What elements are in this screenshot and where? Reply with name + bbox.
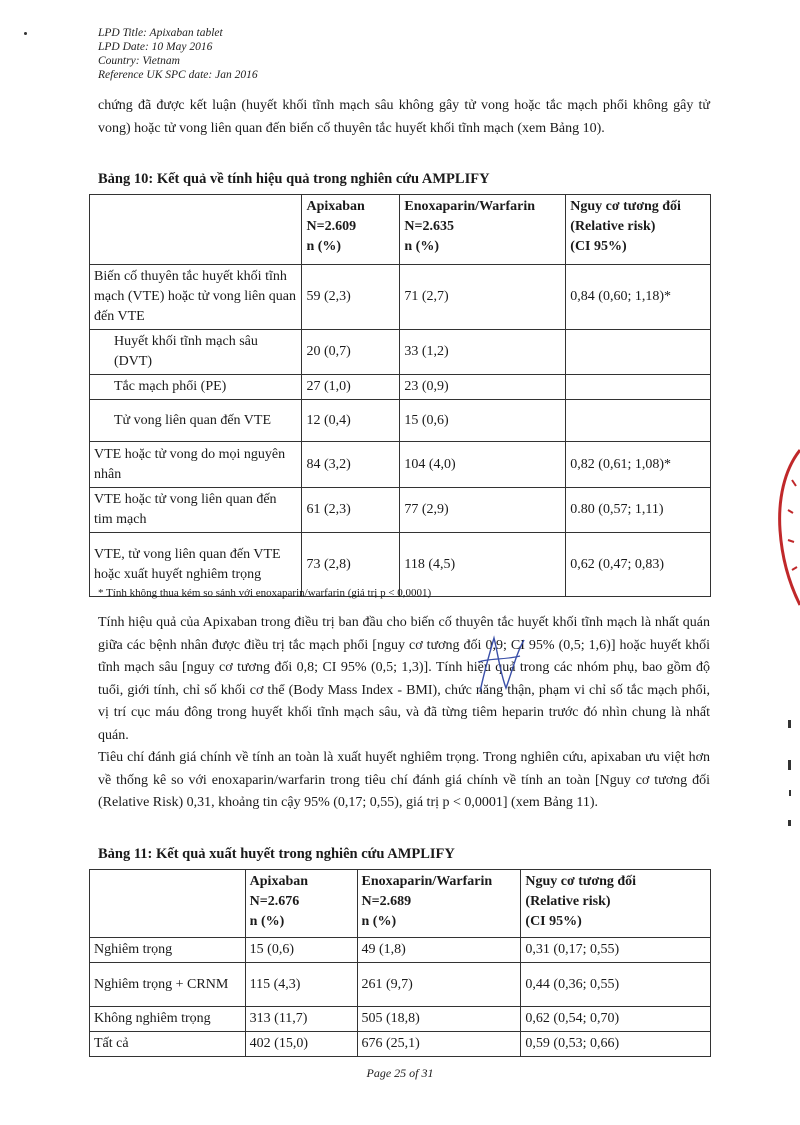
scan-speck	[24, 32, 27, 35]
page-number: Page 25 of 31	[366, 1066, 434, 1080]
row-label: Nghiêm trọng + CRNM	[90, 963, 246, 1007]
cell-enoxaparin: 77 (2,9)	[400, 488, 566, 533]
table-header-enoxaparin: Enoxaparin/Warfarin N=2.689 n (%)	[357, 870, 521, 938]
table11-caption: Bảng 11: Kết quả xuất huyết trong nghiên cứu AMPLIFY	[98, 846, 455, 862]
table10-footnote: * Tính không thua kém so sánh với enoxaparin/warfarin (giá trị p < 0,0001)	[98, 587, 432, 599]
stamp-fragment	[766, 440, 800, 610]
table-row	[90, 488, 711, 533]
cell-enoxaparin: 261 (9,7)	[357, 963, 521, 1007]
table-row	[90, 195, 711, 265]
cell-enoxaparin: 505 (18,8)	[357, 1007, 521, 1032]
cell-relative-risk	[566, 400, 711, 442]
cell-apixaban: 20 (0,7)	[302, 330, 400, 375]
table-cell	[90, 870, 246, 938]
row-label: Huyết khối tĩnh mạch sâu (DVT)	[90, 330, 302, 375]
cell-relative-risk	[566, 375, 711, 400]
cell-enoxaparin: 676 (25,1)	[357, 1032, 521, 1057]
table-row	[90, 265, 711, 330]
table-row	[90, 938, 711, 963]
table-row	[90, 963, 711, 1007]
efficacy-paragraph: Tính hiệu quả của Apixaban trong điều trị ban đầu cho biến cố thuyên tắc huyết khối tĩnh mạch là nhất quán giữa các bệnh nhân được điều trị tắc mạch phổi [nguy cơ tương đối 0,9; CI 95% (0,5; 1,6)] hoặc huyết khối tĩnh mạch sâu [nguy cơ tương đối 0,8; CI 95% (0,5; 1,3)]. Tính hiệu quả trong các nhóm phụ, bao gồm độ tuổi, giới tính, chỉ số khối cơ thể (Body Mass Index - BMI), chức năng thận, phạm vi chỉ số tắc mạch phổi, vị trí cục máu đông trong huyết khối tĩnh mạch sâu, và đã từng tiêm heparin trước đó nhìn chung là nhất quán.	[98, 615, 710, 743]
table-row	[90, 442, 711, 488]
table-header-apixaban: Apixaban N=2.609 n (%)	[302, 195, 400, 265]
cell-relative-risk: 0.80 (0,57; 1,11)	[566, 488, 711, 533]
row-label: VTE hoặc tử vong liên quan đến tim mạch	[90, 488, 302, 533]
table-header-enoxaparin: Enoxaparin/Warfarin N=2.635 n (%)	[400, 195, 566, 265]
reference-date: Reference UK SPC date: Jan 2016	[98, 69, 258, 81]
cell-apixaban: 115 (4,3)	[245, 963, 357, 1007]
cell-enoxaparin: 49 (1,8)	[357, 938, 521, 963]
scan-edge-marks	[782, 720, 796, 840]
cell-enoxaparin: 23 (0,9)	[400, 375, 566, 400]
cell-apixaban: 402 (15,0)	[245, 1032, 357, 1057]
table-header-relative-risk: Nguy cơ tương đối (Relative risk) (CI 95%)	[521, 870, 711, 938]
lpd-date: LPD Date: 10 May 2016	[98, 41, 213, 53]
cell-apixaban: 12 (0,4)	[302, 400, 400, 442]
table-row	[90, 330, 711, 375]
table-row	[90, 400, 711, 442]
handwritten-mark	[470, 632, 530, 702]
table-row	[90, 1007, 711, 1032]
row-label: VTE hoặc tử vong do mọi nguyên nhân	[90, 442, 302, 488]
table10-caption: Bảng 10: Kết quả về tính hiệu quả trong nghiên cứu AMPLIFY	[98, 171, 490, 187]
cell-enoxaparin: 118 (4,5)	[400, 533, 566, 597]
table-cell	[90, 195, 302, 265]
cell-relative-risk: 0,62 (0,47; 0,83)	[566, 533, 711, 597]
table-row	[90, 375, 711, 400]
cell-enoxaparin: 15 (0,6)	[400, 400, 566, 442]
cell-relative-risk: 0,82 (0,61; 1,08)*	[566, 442, 711, 488]
row-label: Tử vong liên quan đến VTE	[90, 400, 302, 442]
row-label: Không nghiêm trọng	[90, 1007, 246, 1032]
table-header-relative-risk: Nguy cơ tương đối (Relative risk) (CI 95%)	[566, 195, 711, 265]
cell-apixaban: 15 (0,6)	[245, 938, 357, 963]
cell-relative-risk: 0,84 (0,60; 1,18)*	[566, 265, 711, 330]
cell-relative-risk: 0,62 (0,54; 0,70)	[521, 1007, 711, 1032]
cell-apixaban: 313 (11,7)	[245, 1007, 357, 1032]
safety-paragraph: Tiêu chí đánh giá chính về tính an toàn là xuất huyết nghiêm trọng. Trong nghiên cứu, apixaban ưu việt hơn về thống kê so với enoxaparin/warfarin trong tiêu chí đánh giá chính về tính an toàn [Nguy cơ tương đối (Relative Risk) 0,31, khoảng tin cậy 95% (0,17; 0,55), giá trị p < 0,0001] (xem Bảng 11).	[98, 750, 710, 810]
lpd-title: LPD Title: Apixaban tablet	[98, 27, 223, 39]
cell-enoxaparin: 33 (1,2)	[400, 330, 566, 375]
table11	[89, 869, 711, 1057]
cell-relative-risk: 0,59 (0,53; 0,66)	[521, 1032, 711, 1057]
table10	[89, 194, 711, 597]
cell-enoxaparin: 104 (4,0)	[400, 442, 566, 488]
document-header	[98, 26, 258, 82]
row-label: Tất cả	[90, 1032, 246, 1057]
cell-apixaban: 73 (2,8)	[302, 533, 400, 597]
row-label: VTE, tử vong liên quan đến VTE hoặc xuất huyết nghiêm trọng	[90, 533, 302, 597]
table-header-apixaban: Apixaban N=2.676 n (%)	[245, 870, 357, 938]
row-label: Nghiêm trọng	[90, 938, 246, 963]
cell-apixaban: 27 (1,0)	[302, 375, 400, 400]
row-label: Tắc mạch phổi (PE)	[90, 375, 302, 400]
country: Country: Vietnam	[98, 55, 180, 67]
intro-paragraph: chứng đã được kết luận (huyết khối tĩnh mạch sâu không gây tử vong hoặc tắc mạch phổi không gây tử vong) hoặc tử vong liên quan đến biến cố thuyên tắc huyết khối tĩnh mạch (xem Bảng 10).	[98, 98, 710, 136]
cell-relative-risk: 0,44 (0,36; 0,55)	[521, 963, 711, 1007]
cell-relative-risk	[566, 330, 711, 375]
cell-enoxaparin: 71 (2,7)	[400, 265, 566, 330]
table-row	[90, 1032, 711, 1057]
cell-apixaban: 61 (2,3)	[302, 488, 400, 533]
table-row	[90, 870, 711, 938]
cell-apixaban: 59 (2,3)	[302, 265, 400, 330]
cell-relative-risk: 0,31 (0,17; 0,55)	[521, 938, 711, 963]
cell-apixaban: 84 (3,2)	[302, 442, 400, 488]
row-label: Biến cố thuyên tắc huyết khối tĩnh mạch (VTE) hoặc tử vong liên quan đến VTE	[90, 265, 302, 330]
